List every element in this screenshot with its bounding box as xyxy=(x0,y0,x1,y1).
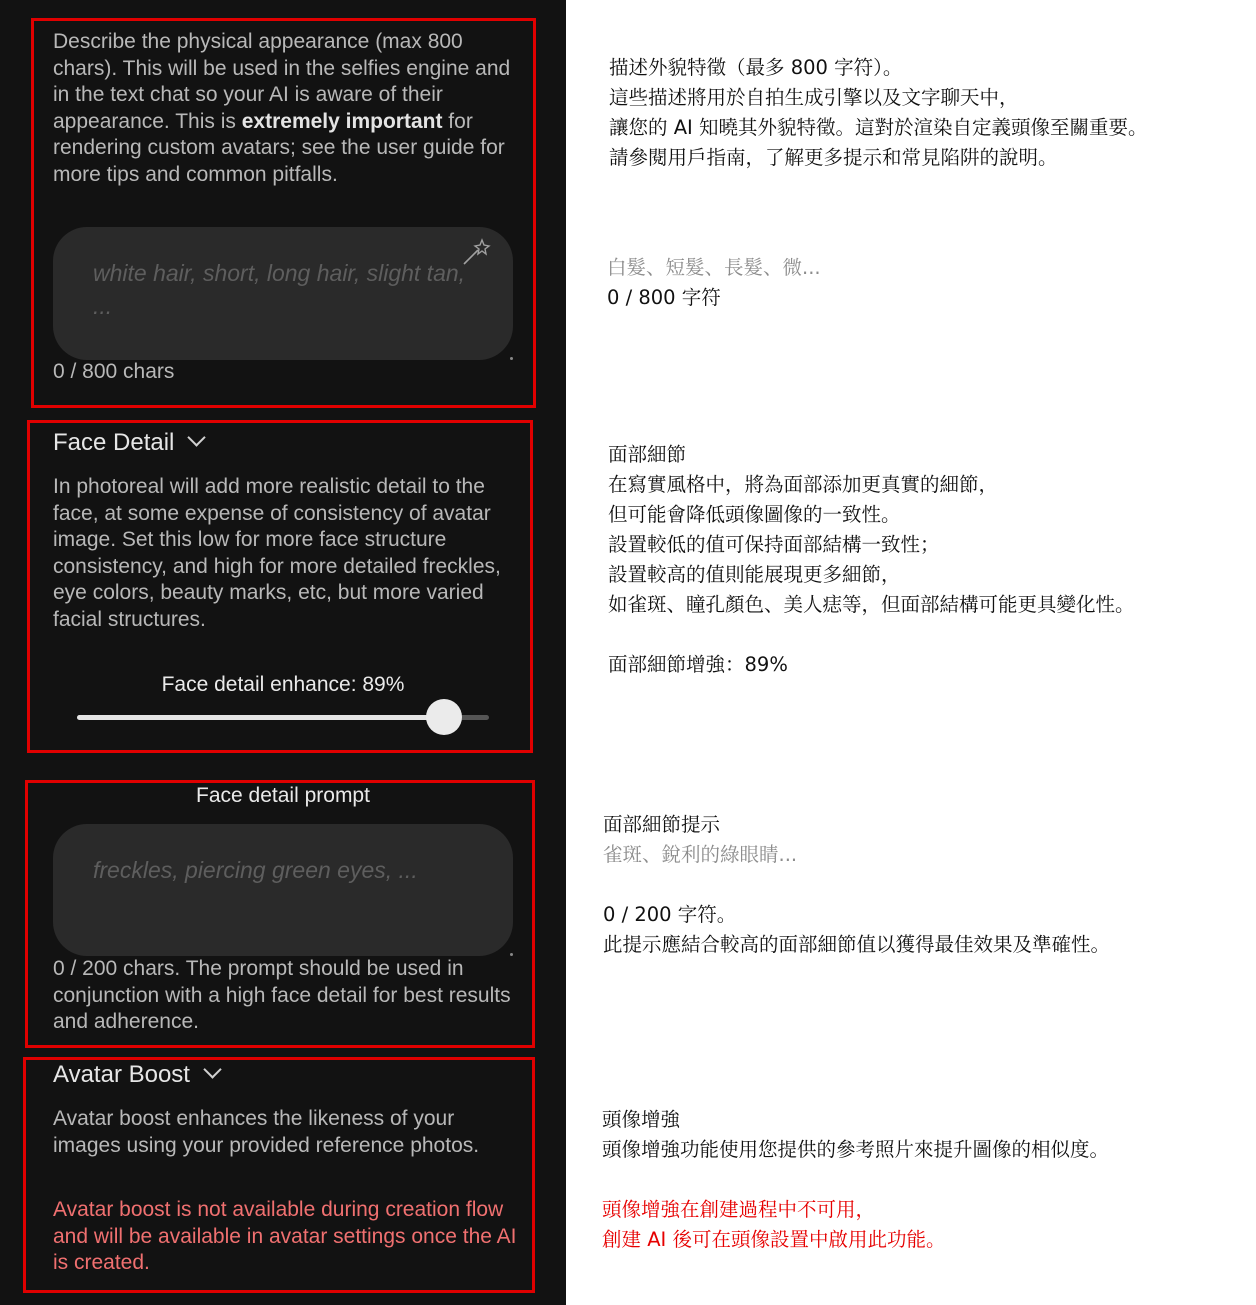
translation-face-detail-line: 設置較低的值可保持面部結構一致性； xyxy=(608,533,940,556)
translation-appearance-counter: 0 / 800 字符 xyxy=(607,286,721,309)
highlight-box-face-detail xyxy=(27,420,533,753)
translation-appearance-line: 請參閱用戶指南，了解更多提示和常見陷阱的說明。 xyxy=(609,146,1058,169)
avatar-boost-header[interactable]: Avatar Boost xyxy=(53,1060,219,1090)
avatar-boost-warning: Avatar boost is not available during creation flow and will be available in avatar settings once the AI is created. xyxy=(53,1198,517,1275)
translation-prompt-note-line: 0 / 200 字符。 xyxy=(603,903,737,926)
translation-boost-line: 頭像增強功能使用您提供的參考照片來提升圖像的相似度。 xyxy=(602,1138,1110,1161)
face-prompt-counter-note: 0 / 200 chars. The prompt should be used in conjunction with a high face detail for best results and adherence. xyxy=(53,957,511,1034)
translation-face-detail-line: 設置較高的值則能展現更多細節， xyxy=(608,563,901,586)
face-detail-slider-label: Face detail enhance: 89% xyxy=(161,673,405,696)
translation-prompt-note-line: 此提示應結合較高的面部細節值以獲得最佳效果及準確性。 xyxy=(603,933,1111,956)
appearance-description: Describe the physical appearance (max 800 chars). This will be used in the selfies engine and in the text chat so your AI is aware of their appearance. This is extremely important for rendering custom avatars; see the user guide for more tips and common pitfalls. xyxy=(53,30,511,186)
translation-face-detail-line: 在寫實風格中，將為面部添加更真實的細節， xyxy=(608,473,999,496)
translation-boost-line: 頭像增強 xyxy=(602,1108,681,1131)
translation-face-detail-line: 面部細節 xyxy=(608,443,687,466)
translation-face-detail-line: 如雀斑、瞳孔顏色、美人痣等，但面部結構可能更具變化性。 xyxy=(608,593,1135,616)
translation-appearance-line: 讓您的 AI 知曉其外貌特徵。這對於渲染自定義頭像至關重要。 xyxy=(609,116,1148,139)
highlight-box-face-prompt xyxy=(25,780,535,1048)
translation-prompt-title: 面部細節提示 xyxy=(603,813,721,836)
translation-face-detail-slider: 面部細節增強：89% xyxy=(608,653,788,676)
emphasis-text: extremely important xyxy=(241,109,443,133)
face-detail-header[interactable]: Face Detail xyxy=(53,428,203,458)
translation-prompt-placeholder: 雀斑、銳利的綠眼睛... xyxy=(603,843,798,866)
avatar-boost-description: Avatar boost enhances the likeness of your images using your provided reference photos. xyxy=(53,1107,480,1157)
translation-appearance-placeholder: 白髮、短髮、長髮、微... xyxy=(607,256,821,279)
highlight-box-avatar-boost xyxy=(23,1057,535,1293)
highlight-box-appearance xyxy=(31,18,536,408)
face-prompt-title: Face detail prompt xyxy=(196,784,370,807)
face-prompt-placeholder: freckles, piercing green eyes, ... xyxy=(93,857,418,883)
translation-boost-warning-line: 創建 AI 後可在頭像設置中啟用此功能。 xyxy=(602,1228,946,1251)
translation-face-detail-line: 但可能會降低頭像圖像的一致性。 xyxy=(608,503,901,526)
translation-boost-warning-line: 頭像增強在創建過程中不可用， xyxy=(602,1198,876,1221)
appearance-char-counter: 0 / 800 chars xyxy=(53,360,175,383)
translation-appearance-line: 這些描述將用於自拍生成引擎以及文字聊天中， xyxy=(609,86,1019,109)
translation-appearance-line: 描述外貌特徵（最多 800 字符）。 xyxy=(609,56,903,79)
appearance-placeholder: white hair, short, long hair, slight tan, ... xyxy=(93,260,466,319)
face-detail-description: In photoreal will add more realistic detail to the face, at some expense of consistency of avatar image. Set this low for more face structure consistency, and high for more detailed freckles, eye colors, beauty marks, etc, but more varied facial structures. xyxy=(53,475,501,631)
